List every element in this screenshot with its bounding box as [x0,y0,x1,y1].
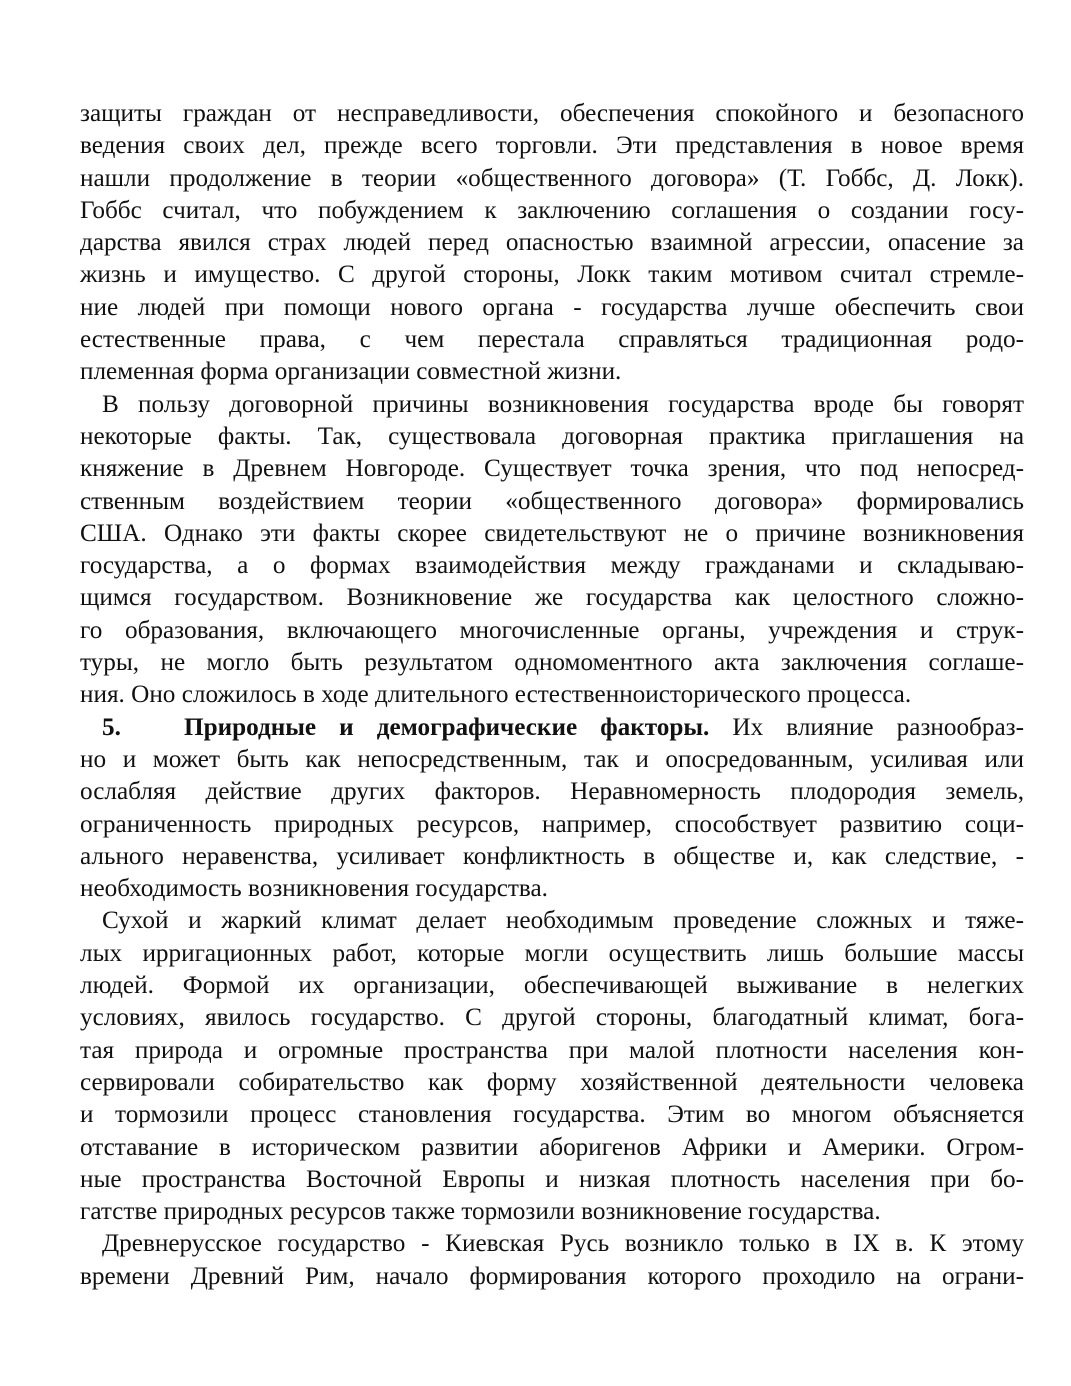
text-line: некоторые факты. Так, существовала договорная практика приглашения на [80,422,1024,450]
text-line: условиях, явилось государство. С другой стороны, благодатный климат, бога- [80,1004,1024,1032]
text-line: княжение в Древнем Новгороде. Существует точка зрения, что под непосред- [80,455,1024,483]
text-line: туры, не могло быть результатом одномоментного акта заключения соглаше- [80,649,1024,677]
text-line: В пользу договорной причины возникновения государства вроде бы говорят [102,390,1024,418]
text-line: защиты граждан от несправедливости, обеспечения спокойного и безопасного [80,100,1024,127]
text-fragment: Их влияние разнообраз- [709,713,1024,741]
text-line: гатстве природных ресурсов также тормозили возникновение государства. [80,1198,881,1226]
numbered-section [80,712,1024,906]
text-line: ограниченность природных ресурсов, например, способствует развитию соци- [80,810,1024,838]
text-line: Сухой и жаркий климат делает необходимым проведение сложных и тяже- [102,907,1024,935]
paragraph [80,389,1024,712]
text-line: го образования, включающего многочисленные органы, учреждения и струк- [80,616,1024,644]
text-line: лых ирригационных работ, которые могли осуществить лишь большие массы [80,939,1024,967]
text-line: естественные права, с чем перестала справляться традиционная родо- [80,326,1024,354]
text-line: Гоббс считал, что побуждением к заключению соглашения о создании госу- [80,196,1024,224]
text-line: США. Однако эти факты скорее свидетельствуют не о причине возникновения [80,519,1024,547]
paragraph [80,1228,1024,1293]
section-heading: Природные и демографические факторы. [184,713,710,741]
text-line: ние людей при помощи нового органа - государства лучше обеспечить свои [80,293,1024,321]
text-line: нашли продолжение в теории «общественного договора» (Т. Гоббс, Д. Локк). [80,164,1024,192]
text-line: ные пространства Восточной Европы и низкая плотность населения при бо- [80,1165,1024,1193]
paragraph [80,98,1024,389]
text-line: ального неравенства, усиливает конфликтность в обществе и, как следствие, - [80,842,1024,870]
text-line: жизнь и имущество. С другой стороны, Локк таким мотивом считал стремле- [80,261,1024,289]
text-line: ослабляя действие других факторов. Неравномерность плодородия земель, [80,778,1024,806]
text-line: необходимость возникновения государства. [80,875,548,903]
text-line: племенная форма организации совместной жизни. [80,358,622,386]
text-line: ственным воздействием теории «общественного договора» формировались [80,487,1024,515]
text-line: дарства явился страх людей перед опасностью взаимной агрессии, опасение за [80,229,1024,257]
text-line: отставание в историческом развитии аборигенов Африки и Америки. Огром- [80,1133,1024,1161]
text-line: но и может быть как непосредственным, так и опосредованным, усиливая или [80,745,1024,773]
section-heading-line [80,712,1024,744]
text-line: людей. Формой их организации, обеспечивающей выживание в нелегких [80,972,1024,1000]
text-line: и тормозили процесс становления государства. Этим во многом объясняется [80,1101,1024,1129]
text-line: ния. Оно сложилось в ходе длительного естественноисторического процесса. [80,681,912,709]
section-number: 5. [102,713,121,741]
text-line: ведения своих дел, прежде всего торговли. Эти представления в новое время [80,132,1024,160]
text-line: времени Древний Рим, начало формирования которого проходило на ограни- [80,1262,1024,1290]
text-line: государства, а о формах взаимодействия между гражданами и складываю- [80,552,1024,580]
text-line: Древнерусское государство - Киевская Русь возникло только в IX в. К этому [102,1230,1024,1258]
paragraph [80,905,1024,1228]
text-line: сервировали собирательство как форму хозяйственной деятельности человека [80,1068,1024,1096]
text-line: щимся государством. Возникновение же государства как целостного сложно- [80,584,1024,612]
text-line: тая природа и огромные пространства при малой плотности населения кон- [80,1036,1024,1064]
document-page [80,98,1024,1293]
